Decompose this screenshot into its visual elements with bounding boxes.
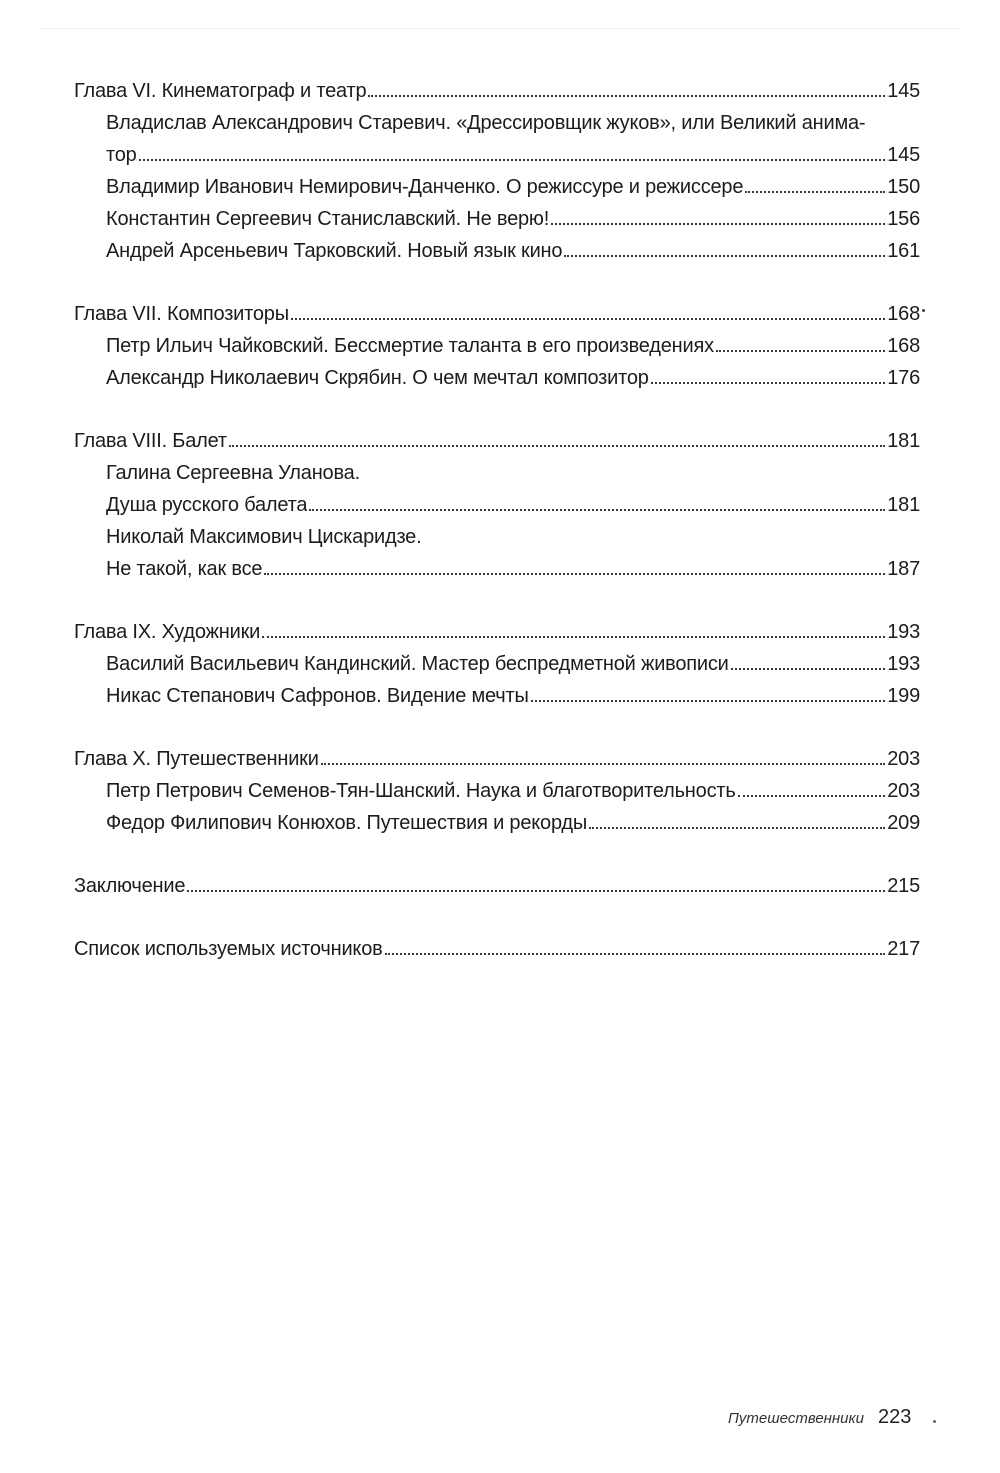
print-speck xyxy=(933,1420,936,1423)
toc-page-number: 203 xyxy=(887,780,920,802)
toc-page-number: 161 xyxy=(887,240,920,262)
dot-leader xyxy=(651,382,886,384)
dot-leader xyxy=(291,318,885,320)
toc-section-chapter-7 xyxy=(70,298,920,394)
toc-entry-line[interactable] xyxy=(70,171,920,203)
scan-edge xyxy=(40,28,960,29)
toc-entry-continuation: Душа русского балета xyxy=(106,494,308,516)
toc-page-number: 150 xyxy=(887,176,920,198)
dot-leader xyxy=(531,700,886,702)
toc-entry-line[interactable] xyxy=(70,203,920,235)
print-speck xyxy=(922,309,925,312)
toc-entry-title: Федор Филипович Конюхов. Путешествия и рекорды xyxy=(106,812,588,834)
toc-page-number: 168 xyxy=(887,303,920,325)
toc-chapter-line[interactable] xyxy=(70,933,920,965)
dot-leader xyxy=(385,953,886,955)
toc-entry-title: Галина Сергеевна Уланова. xyxy=(106,462,360,484)
toc-chapter-line[interactable] xyxy=(70,616,920,648)
toc-chapter-line[interactable] xyxy=(70,298,920,330)
toc-page-number: 181 xyxy=(887,494,920,516)
dot-leader xyxy=(731,668,886,670)
toc-entry-line[interactable] xyxy=(70,457,920,489)
page-footer xyxy=(728,1406,958,1436)
toc-entry-line[interactable] xyxy=(70,807,920,839)
toc-entry-line[interactable] xyxy=(70,775,920,807)
toc-page-number: 181 xyxy=(887,430,920,452)
toc-page-number: 193 xyxy=(887,621,920,643)
dot-leader xyxy=(187,890,885,892)
toc-entry-line[interactable] xyxy=(70,680,920,712)
toc-page-number: 215 xyxy=(887,875,920,897)
toc-page-number: 217 xyxy=(887,938,920,960)
toc-chapter-line[interactable] xyxy=(70,425,920,457)
toc-entry-line[interactable] xyxy=(70,489,920,521)
toc-section-chapter-10 xyxy=(70,743,920,839)
dot-leader xyxy=(264,573,885,575)
toc-entry-line[interactable] xyxy=(70,362,920,394)
toc-entry-title: Петр Ильич Чайковский. Бессмертие таланта в его произведениях xyxy=(106,335,714,357)
toc-chapter-line[interactable] xyxy=(70,743,920,775)
toc-chapter-line[interactable] xyxy=(70,75,920,107)
toc-entry-line[interactable] xyxy=(70,648,920,680)
page-number: 223 xyxy=(877,1406,912,1428)
toc-entry-continuation: тор xyxy=(106,144,137,166)
toc-section-chapter-6 xyxy=(70,75,920,267)
toc-chapter-title: Глава VI. Кинематограф и театр xyxy=(74,80,367,102)
toc-page-number: 199 xyxy=(887,685,920,707)
toc-section-chapter-9 xyxy=(70,616,920,712)
toc-entry-line[interactable] xyxy=(70,330,920,362)
toc-chapter-title: Глава VII. Композиторы xyxy=(74,303,289,325)
dot-leader xyxy=(262,636,885,638)
toc-entry-line[interactable] xyxy=(70,139,920,171)
toc-section-conclusion xyxy=(70,870,920,902)
toc-section-chapter-8 xyxy=(70,425,920,585)
toc-entry-continuation: Не такой, как все xyxy=(106,558,263,580)
toc-chapter-title: Список используемых источников xyxy=(74,938,383,960)
toc-page-number: 145 xyxy=(887,144,920,166)
dot-leader xyxy=(368,95,885,97)
toc-chapter-title: Глава X. Путешественники xyxy=(74,748,319,770)
dot-leader xyxy=(738,795,886,797)
toc-chapter-title: Заключение xyxy=(74,875,186,897)
toc-page-number: 145 xyxy=(887,80,920,102)
toc-section-sources xyxy=(70,933,920,965)
toc-page-number: 203 xyxy=(887,748,920,770)
toc-entry-title: Никас Степанович Сафронов. Видение мечты xyxy=(106,685,529,707)
toc-entry-line[interactable] xyxy=(70,521,920,553)
toc-page-number: 187 xyxy=(887,558,920,580)
dot-leader xyxy=(321,763,886,765)
table-of-contents xyxy=(70,75,920,996)
toc-entry-title: Василий Васильевич Кандинский. Мастер беспредметной живописи xyxy=(106,653,729,675)
toc-chapter-title: Глава IX. Художники xyxy=(74,621,261,643)
toc-chapter-line[interactable] xyxy=(70,870,920,902)
dot-leader xyxy=(139,159,886,161)
toc-page-number: 193 xyxy=(887,653,920,675)
dot-leader xyxy=(229,445,885,447)
toc-page-number: 176 xyxy=(887,367,920,389)
toc-entry-title: Александр Николаевич Скрябин. О чем мечтал композитор xyxy=(106,367,649,389)
dot-leader xyxy=(589,827,885,829)
toc-entry-title: Константин Сергеевич Станиславский. Не верю! xyxy=(106,208,550,230)
toc-entry-title: Владимир Иванович Немирович-Данченко. О режиссуре и режиссере xyxy=(106,176,744,198)
toc-page-number: 156 xyxy=(887,208,920,230)
toc-page-number: 168 xyxy=(887,335,920,357)
toc-entry-title: Владислав Александрович Старевич. «Дрессировщик жуков», или Великий анима- xyxy=(106,112,866,134)
toc-page-number: 209 xyxy=(887,812,920,834)
toc-entry-line[interactable] xyxy=(70,235,920,267)
dot-leader xyxy=(745,191,885,193)
dot-leader xyxy=(309,509,885,511)
dot-leader xyxy=(551,223,885,225)
toc-entry-title: Николай Максимович Цискаридзе. xyxy=(106,526,422,548)
running-footer-title: Путешественники xyxy=(728,1410,864,1427)
toc-entry-line[interactable] xyxy=(70,107,920,139)
toc-entry-line[interactable] xyxy=(70,553,920,585)
toc-entry-title: Андрей Арсеньевич Тарковский. Новый язык кино xyxy=(106,240,563,262)
toc-chapter-title: Глава VIII. Балет xyxy=(74,430,227,452)
dot-leader xyxy=(564,255,885,257)
dot-leader xyxy=(716,350,885,352)
toc-entry-title: Петр Петрович Семенов-Тян-Шанский. Наука и благотворительность xyxy=(106,780,736,802)
